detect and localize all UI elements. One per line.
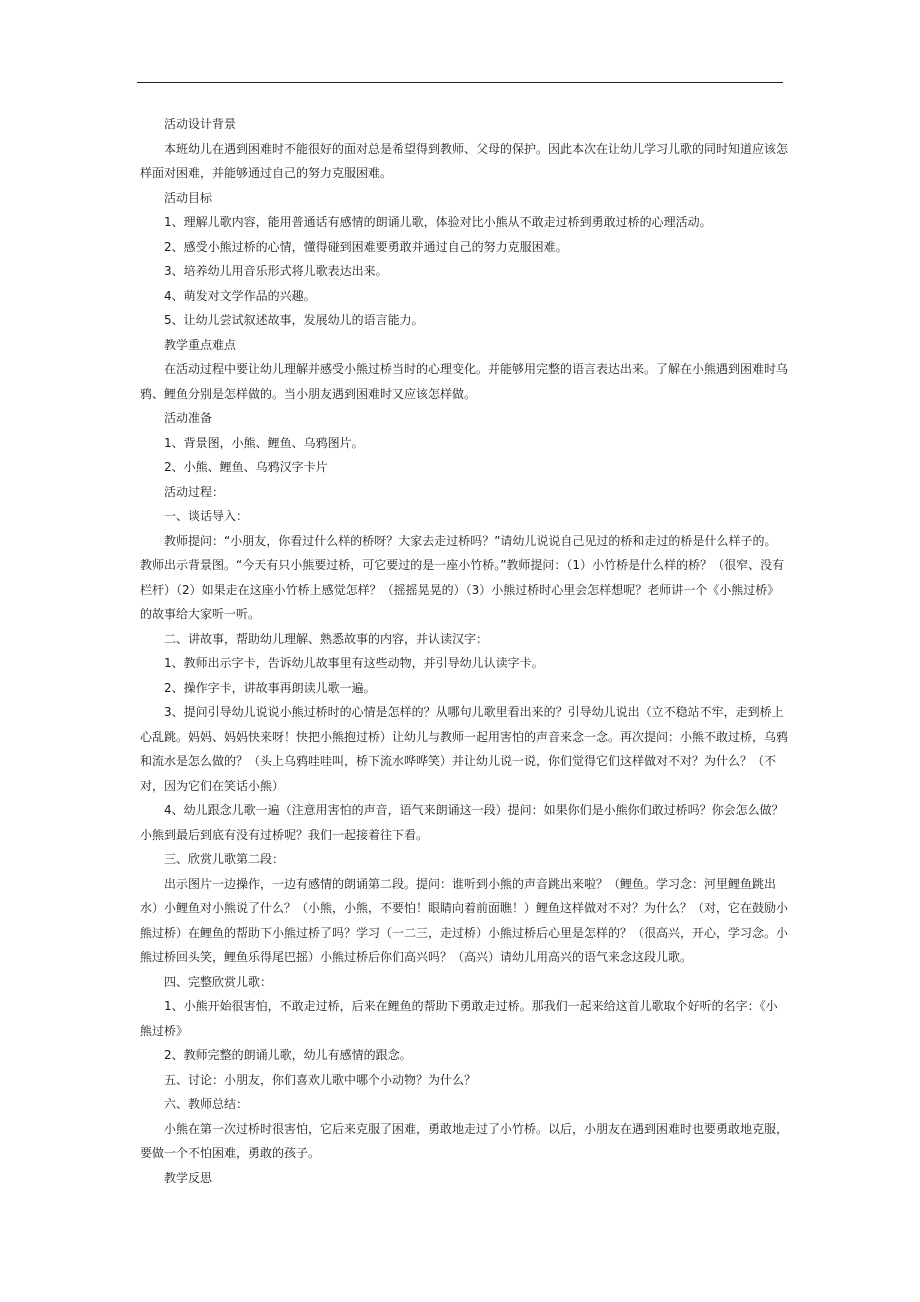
process-step-1-text: 教师提问：“小朋友，你看过什么样的桥呀？大家去走过桥吗？”请幼儿说说自己见过的桥和走过的桥是什么样子的。教师出示背景图。“今天有只小熊要过桥，可它要过的是一座小竹桥。”教师提问：（1）小竹桥是什么样的桥？（很窄、没有栏杆）（2）如果走在这座小竹桥上感觉怎样？（摇摇晃晃的）（3）小熊过桥时心里会怎样想呢？老师讲一个《小熊过桥》的故事给大家听一听。: [140, 533, 785, 621]
section-heading-goals: 活动目标: [164, 190, 213, 205]
goal-item-1: 1、理解儿歌内容，能用普通话有感情的朗诵儿歌，体验对比小熊从不敢走过桥到勇敢过桥的心理活动。: [164, 215, 712, 229]
process-step-2-item-2: 2、操作字卡，讲故事再朗读儿歌一遍。: [164, 680, 376, 695]
section-heading-process: 活动过程：: [164, 484, 225, 499]
process-step-1-heading: 一、谈话导入：: [164, 509, 249, 523]
document-body: [140, 112, 788, 1190]
process-step-2-heading: 二、讲故事，帮助幼儿理解、熟悉故事的内容，并认读汉字：: [164, 631, 489, 646]
process-step-6-heading: 六、教师总结：: [164, 1097, 249, 1111]
process-step-2-item-1: 1、教师出示字卡，告诉幼儿故事里有这些动物，并引导幼儿认读字卡。: [164, 656, 544, 670]
preparation-item-2: 2、小熊、鲤鱼、乌鸦汉字卡片: [164, 460, 328, 474]
process-step-2-item-4: 4、幼儿跟念儿歌一遍（注意用害怕的声音，语气来朗诵这一段）提问：如果你们是小熊你们敢过桥吗？你会怎么做？小熊到最后到底有没有过桥呢？我们一起接着往下看。: [140, 803, 784, 842]
goal-item-4: 4、萌发对文学作品的兴趣。: [164, 288, 316, 303]
goal-item-2: 2、感受小熊过桥的心情，懂得碰到困难要勇敢并通过自己的努力克服困难。: [164, 239, 568, 254]
section-heading-background: 活动设计背景: [164, 117, 237, 131]
process-step-6-text: 小熊在第一次过桥时很害怕，它后来克服了困难，勇敢地走过了小竹桥。以后，小朋友在遇到困难时也要勇敢地克服，要做一个不怕困难，勇敢的孩子。: [140, 1121, 789, 1160]
process-step-4-item-1: 1、小熊开始很害怕，不敢走过桥，后来在鲤鱼的帮助下勇敢走过桥。那我们一起来给这首儿歌取个好听的名字：《小熊过桥》: [140, 999, 778, 1038]
process-step-4-heading: 四、完整欣赏儿歌：: [164, 974, 273, 989]
section-heading-reflection: 教学反思: [164, 1170, 213, 1185]
section-heading-key-points: 教学重点难点: [164, 337, 237, 352]
process-step-3-heading: 三、欣赏儿歌第二段：: [164, 852, 285, 866]
process-step-4-item-2: 2、教师完整的朗诵儿歌，幼儿有感情的跟念。: [164, 1048, 412, 1062]
process-step-5-text: 五、讨论：小朋友，你们喜欢儿歌中哪个小动物？为什么？: [164, 1072, 477, 1087]
section-heading-preparation: 活动准备: [164, 411, 213, 425]
preparation-item-1: 1、背景图，小熊、鲤鱼、乌鸦图片。: [164, 435, 364, 450]
process-step-3-text: 出示图片一边操作，一边有感情的朗诵第二段。提问：谁听到小熊的声音跳出来啦？（鲤鱼。学习念：河里鲤鱼跳出水）小鲤鱼对小熊说了什么？（小熊，小熊，不要怕！眼睛向着前面瞧！）鲤鱼这样做对不对？为什么？（对，它在鼓励小熊过桥）在鲤鱼的帮助下小熊过桥了吗？学习（一二三，走过桥）小熊过桥后心里是怎样的？（很高兴，开心，学习念。小熊过桥回头笑，鲤鱼乐得尾巴摇）小熊过桥后你们高兴吗？（高兴）请幼儿用高兴的语气来念这段儿歌。: [140, 876, 789, 964]
paragraph-background: 本班幼儿在遇到困难时不能很好的面对总是希望得到教师、父母的保护。因此本次在让幼儿学习儿歌的同时知道应该怎样面对困难，并能够通过自己的努力克服困难。: [140, 141, 789, 180]
header-rule: [137, 82, 783, 83]
goal-item-3: 3、培养幼儿用音乐形式将儿歌表达出来。: [164, 264, 388, 278]
goal-item-5: 5、让幼儿尝试叙述故事，发展幼儿的语言能力。: [164, 313, 424, 327]
paragraph-key-points: 在活动过程中要让幼儿理解并感受小熊过桥当时的心理变化。并能够用完整的语言表达出来。了解在小熊遇到困难时乌鸦、鲤鱼分别是怎样做的。当小朋友遇到困难时又应该怎样做。: [140, 362, 789, 401]
process-step-2-item-3: 3、提问引导幼儿说说小熊过桥时的心情是怎样的？从哪句儿歌里看出来的？引导幼儿说出（立不稳站不牢，走到桥上心乱跳。妈妈、妈妈快来呀！快把小熊抱过桥）让幼儿与教师一起用害怕的声音来念一念。再次提问：小熊不敢过桥，乌鸦和流水是怎么做的？（头上乌鸦哇哇叫，桥下流水哗哗笑）并让幼儿说一说，你们觉得它们这样做对不对？为什么？（不对，因为它们在笑话小熊）: [140, 705, 789, 793]
